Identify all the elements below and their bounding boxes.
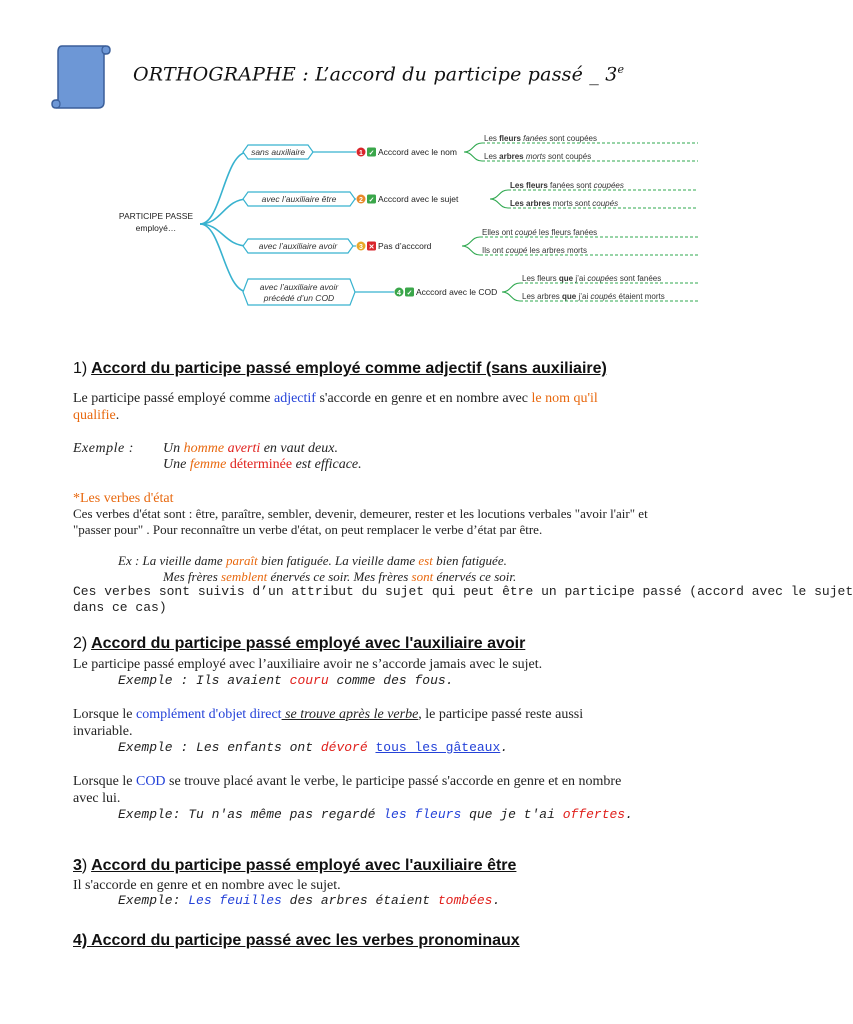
mindmap-example-text: Les fleurs fanées sont coupées: [484, 134, 597, 143]
mindmap-number-label: 2: [359, 197, 363, 204]
mindmap-example-text: Les fleurs fanées sont coupées: [510, 181, 624, 190]
mindmap-root-sublabel: employé…: [135, 223, 177, 233]
scroll-icon: [52, 42, 110, 110]
section-2-paragraph-1: Le participe passé employé avec l’auxiliaire avoir ne s’accorde jamais avec le sujet.: [73, 657, 543, 672]
section-3-heading: 3) Accord du participe passé employé avec l'auxiliaire être: [73, 857, 517, 874]
mindmap-rule-label: Acccord avec le nom: [378, 147, 457, 157]
mindmap-connector: [200, 152, 248, 224]
section-1-paragraph: Le participe passé employé comme adjectif s'accorde en genre et en nombre avec le nom qu'il qualifie.: [73, 391, 598, 423]
mindmap-example-text: Les arbres morts sont coupés: [484, 152, 592, 161]
section-4-heading: 4) Accord du participe passé avec les verbes pronominaux: [73, 932, 520, 949]
section-2-example-3: Exemple: Tu n'as même pas regardé les fleurs que je t'ai offertes.: [118, 807, 633, 822]
mindmap-number-label: 1: [359, 150, 363, 157]
mindmap-connector: [490, 190, 508, 199]
mindmap-connector: [502, 283, 520, 292]
mindmap-branch-label: avec l’auxiliaire avoir: [259, 282, 339, 292]
mindmap-connector: [462, 237, 480, 246]
page-title: ORTHOGRAPHE : L’accord du participe passé _ 3e: [133, 63, 625, 86]
mindmap-example-text: Les fleurs que j’ai coupées sont fanées: [522, 274, 662, 283]
mindmap-number-label: 3: [359, 244, 363, 251]
check-icon: ✓: [406, 290, 413, 297]
mindmap-connector: [502, 292, 520, 301]
mindmap-connector: [464, 152, 482, 161]
mindmap-connector: [490, 199, 508, 208]
mindmap-connector: [200, 224, 248, 292]
section-2-paragraph-2: Lorsque le complément d'objet direct se trouve après le verbe, le participe passé reste aussi invariable.: [73, 707, 584, 739]
mindmap-example-text: Les arbres morts sont coupés: [510, 199, 619, 208]
section-2-heading: 2) Accord du participe passé employé avec l'auxiliaire avoir: [73, 635, 526, 652]
mindmap-branch-label: avec l’auxiliaire avoir: [258, 241, 338, 251]
section-2-example-1: Exemple : Ils avaient couru comme des fous.: [118, 673, 454, 688]
section-1-example-1: Un homme averti en vaut deux.: [163, 441, 338, 456]
mindmap-connector: [462, 246, 480, 255]
section-3-paragraph: Il s'accorde en genre et en nombre avec le sujet.: [73, 878, 341, 893]
section-1-example-2: Une femme déterminée est efficace.: [163, 457, 362, 472]
check-icon: ✓: [368, 197, 375, 204]
mindmap-diagram: [112, 128, 704, 318]
etat-verbs-paragraph: Ces verbes d'état sont : être, paraître, sembler, devenir, demeurer, rester et les locutions verbales "avoir l'air" et "passer pour" . Pour reconnaître un verbe d'état, on peut remplacer le verbe d’état par être.: [73, 506, 648, 537]
mindmap-rule-label: Acccord avec le sujet: [378, 194, 459, 204]
mindmap-rule-label: Pas d’acccord: [378, 241, 432, 251]
check-icon: ✓: [368, 150, 375, 157]
mindmap-branch-label: sans auxiliaire: [251, 147, 305, 157]
etat-verbs-title: *Les verbes d'état: [73, 491, 174, 506]
mindmap-example-text: Les arbres que j’ai coupés étaient morts: [522, 292, 665, 301]
mindmap-number-label: 4: [397, 290, 401, 297]
mindmap-example-text: Elles ont coupé les fleurs fanées: [482, 228, 598, 237]
etat-example-1: Ex : La vieille dame paraît bien fatiguée. La vieille dame est bien fatiguée.: [118, 553, 507, 568]
mindmap-branch-label: avec l’auxiliaire être: [261, 194, 337, 204]
mindmap-example-text: Ils ont coupé les arbres morts: [482, 246, 587, 255]
section-2-paragraph-3: Lorsque le COD se trouve placé avant le verbe, le participe passé s'accorde en genre et en nombre avec lui.: [73, 774, 622, 806]
section-2-example-2: Exemple : Les enfants ont dévoré tous les gâteaux.: [118, 740, 509, 755]
section-3-example: Exemple: Les feuilles des arbres étaient tombées.: [118, 893, 501, 908]
attribut-paragraph: Ces verbes sont suivis d’un attribut du sujet qui peut être un participe passé (accord avec le sujet dans ce cas): [73, 584, 853, 615]
mindmap-connector: [464, 143, 482, 152]
section-1-example-label: Exemple :: [73, 441, 134, 456]
mindmap-branch-label: précédé d’un COD: [263, 293, 335, 303]
etat-example-2: Mes frères semblent énervés ce soir. Mes frères sont énervés ce soir.: [163, 569, 517, 584]
cross-icon: ✕: [368, 244, 375, 251]
section-1-heading: 1) Accord du participe passé employé comme adjectif (sans auxiliaire): [73, 360, 607, 377]
mindmap-rule-label: Acccord avec le COD: [416, 287, 498, 297]
mindmap-root-label: PARTICIPE PASSE: [118, 211, 194, 221]
